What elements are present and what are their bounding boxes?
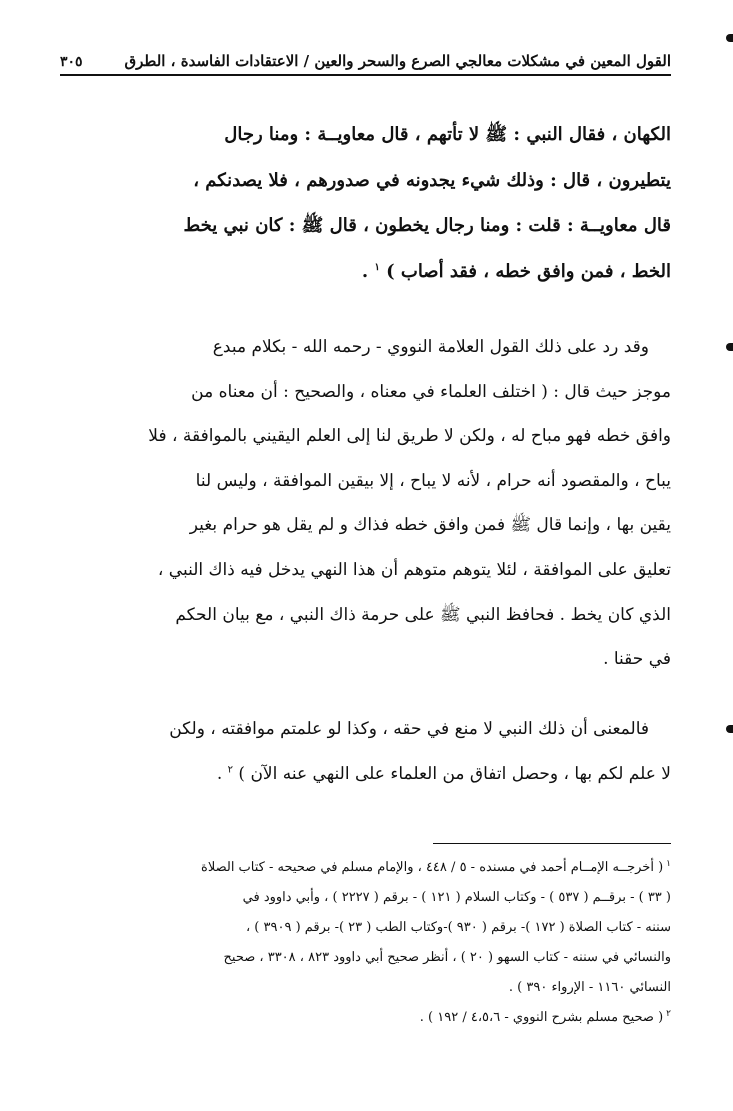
margin-mark-lower <box>726 725 733 733</box>
paragraph-end-mark: . <box>216 764 223 784</box>
footnote-line: سننه - كتاب الصلاة ( ١٧٢ )- برقم ( ٩٣٠ )-وكتاب الطب ( ٢٣ )- برقم ( ٣٩٠٩ ) ، <box>245 920 671 935</box>
paragraph-line: في حقنا . <box>603 649 671 670</box>
paragraph-line: فالمعنى أن ذلك النبي لا منع في حقه ، وكذا لو علمتم موافقته ، ولكن <box>169 719 649 739</box>
paragraph-line-text: لا علم لكم بها ، وحصل اتفاق من العلماء على النهي عنه الآن ) <box>238 764 671 784</box>
page-number: ٣٠٥ <box>60 54 83 70</box>
paragraph-line: يقين بها ، وإنما قال ﷺ فمن وافق خطه فذاك و لم يقل هو حرام بغير <box>189 515 671 536</box>
paragraph-line-last <box>60 752 671 797</box>
paragraph-line: وافق خطه فهو مباح له ، ولكن لا طريق لنا إلى العلم اليقيني بالموافقة ، فلا <box>148 426 671 447</box>
footnotes-section <box>60 853 671 1033</box>
footnote-line-text: ( صحيح مسلم بشرح النووي - ٤،٥،٦ / ١٩٢ ) . <box>419 1010 664 1025</box>
margin-mark-middle <box>726 343 733 351</box>
paragraph-line: يباح ، والمقصود أنه حرام ، لأنه لا يباح ، إلا بيقين الموافقة ، وليس لنا <box>195 470 671 491</box>
footnote-number: ٢ <box>666 1008 671 1019</box>
footnote-2 <box>60 1003 671 1033</box>
running-title: القول المعين في مشكلات معالجي الصرع والسحر والعين / الاعتقادات الفاسدة ، الطرق <box>124 52 671 70</box>
footnote-line <box>60 853 671 883</box>
footnote-line-text: ( أخرجــه الإمــام أحمد في مسنده - ٥ / ٤٤٨ ، والإمام مسلم في صحيحه - كتاب الصلاة <box>201 860 664 875</box>
quote-end-mark: . <box>361 260 369 282</box>
quote-line-last <box>60 249 671 295</box>
paragraph-line: تعليق على الموافقة ، لئلا يتوهم متوهم أن هذا النهي يدخل فيه ذاك النبي ، <box>157 559 671 580</box>
nawawi-commentary-paragraph <box>60 325 671 682</box>
footnote-line <box>60 1003 671 1033</box>
running-header <box>60 40 671 76</box>
footnote-1 <box>60 853 671 1003</box>
footnote-line: النسائي ١١٦٠ - الإرواء ٣٩٠ ) . <box>508 980 671 995</box>
footnote-separator <box>433 843 671 844</box>
conclusion-paragraph <box>60 707 671 797</box>
footnote-line: والنسائي في سننه - كتاب السهو ( ٢٠ ) ، أنظر صحيح أبي داوود ٨٢٣ ، ٣٣٠٨ ، صحيح <box>223 950 671 965</box>
hadith-quote <box>60 112 671 294</box>
paragraph-line: موجز حيث قال : ( اختلف العلماء في معناه ، والصحيح : أن معناه من <box>191 381 671 402</box>
paragraph-line: وقد رد على ذلك القول العلامة النووي - رحمه الله - بكلام مبدع <box>212 337 649 357</box>
margin-mark-top <box>726 34 733 42</box>
paragraph-line: الذي كان يخط . فحافظ النبي ﷺ على حرمة ذاك النبي ، مع بيان الحكم <box>175 604 671 625</box>
footnote-ref-2[interactable]: ٢ <box>227 764 233 776</box>
footnote-ref-1[interactable]: ١ <box>374 261 380 273</box>
quote-line: الكهان ، فقال النبي : ﷺ لا تأتهم ، قال معاويــة : ومنا رجال <box>224 124 671 145</box>
quote-line-text: الخط ، فمن وافق خطه ، فقد أصاب ) <box>386 260 671 282</box>
quote-line: قال معاويــة : قلت : ومنا رجال يخطون ، قال ﷺ : كان نبي يخط <box>183 215 671 236</box>
quote-line: يتطيرون ، قال : وذلك شيء يجدونه في صدورهم ، فلا يصدنكم ، <box>193 169 671 191</box>
footnote-line: ( ٣٣ ) - برقــم ( ٥٣٧ ) - وكتاب السلام ( ١٢١ ) - برقم ( ٢٢٢٧ ) ، وأبي داوود في <box>242 890 671 905</box>
footnote-number: ١ <box>666 858 671 869</box>
